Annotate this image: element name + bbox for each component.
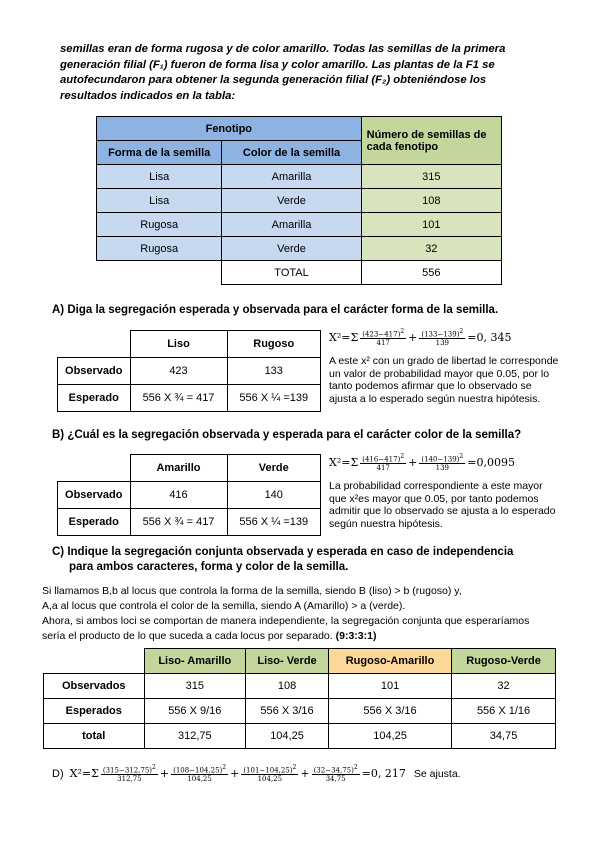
formula-lhs: X²=Σ — [329, 331, 359, 345]
row-observado: Observado — [58, 358, 131, 385]
numerator: (423−417) — [362, 330, 401, 339]
denominator: 312,75 — [117, 775, 142, 784]
explanation-line: sería el producto de lo que suceda a cada locus por separado. — [42, 630, 333, 642]
fraction — [360, 328, 406, 347]
cell-color: Amarilla — [222, 213, 361, 237]
fraction — [241, 764, 298, 783]
numerator: (416−417) — [362, 455, 401, 464]
esp-rugoso: 556 X ¼ =139 — [227, 385, 321, 412]
cell: 32 — [452, 674, 556, 699]
question-c-title-2: para ambos caracteres, forma y color de la semilla. — [69, 561, 349, 573]
formula-result: =0, 345 — [467, 331, 512, 345]
chi-square-formula-d: D) X²=Σ $\frac{(315-312,75)2}{312,75}$ + $\frac{(108-104,25)2}{104,25}$ + $\frac{(101-104,25)2}{104,25}$ + $\frac{(32-34,75)2}{34,75}$ =0, 217 Se ajusta. — [52, 764, 461, 784]
table-row — [97, 165, 502, 189]
color-header: Color de la semilla — [222, 141, 361, 165]
fraction — [360, 453, 406, 472]
cell-forma: Lisa — [97, 165, 222, 189]
cell-color: Verde — [222, 237, 361, 261]
esp-amarillo: 556 X ¾ = 417 — [130, 509, 227, 536]
fraction — [171, 764, 228, 783]
obs-liso: 423 — [130, 358, 227, 385]
intro-paragraph: semillas eran de forma rugosa y de color amarillo. Todas las semillas de la primera generación filial (F₁) fueron de forma lisa y color amarillo. Las plantas de la F1 se autofecundaron para obtener la segunda generación filial (F₂) obteniéndose los resultados indicados en la tabla: — [60, 43, 506, 102]
table-b — [57, 454, 321, 536]
table-row — [44, 674, 556, 699]
table-row — [44, 699, 556, 724]
numerator: (32−34,75) — [313, 766, 354, 775]
numerator: (315−312,75) — [102, 766, 153, 775]
question-a-title: A) Diga la segregación esperada y observada para el carácter forma de la semilla. — [52, 304, 499, 316]
formula-lhs: X²=Σ — [69, 767, 99, 781]
cell-forma: Lisa — [97, 189, 222, 213]
explanation-line: Ahora, si ambos loci se comportan de manera independiente, la segregación conjunta que esperaríamos — [42, 615, 530, 627]
table-row — [97, 213, 502, 237]
table-a — [57, 330, 321, 412]
forma-header: Forma de la semilla — [97, 141, 222, 165]
col-liso: Liso — [130, 331, 227, 358]
denominator: 139 — [435, 339, 449, 348]
row-label: Esperados — [44, 699, 145, 724]
cell-color: Verde — [222, 189, 361, 213]
cell: 34,75 — [452, 724, 556, 749]
question-b-title: B) ¿Cuál es la segregación observada y esperada para el carácter color de la semilla? — [52, 429, 522, 441]
cell: 312,75 — [144, 724, 246, 749]
exponent: 2 — [400, 328, 405, 335]
cell-count: 315 — [361, 165, 501, 189]
exponent: 2 — [353, 764, 358, 771]
numerator: (108−104,25) — [173, 766, 223, 775]
header-liso-verde: Liso- Verde — [246, 649, 329, 674]
denominator: 417 — [376, 339, 390, 348]
cell: 556 X 9/16 — [144, 699, 246, 724]
fenotipo-header: Fenotipo — [97, 117, 362, 141]
exponent: 2 — [222, 764, 227, 771]
explanation-line: A,a al locus que controla el color de la semilla, siendo A (Amarillo) > a (verde). — [42, 600, 406, 612]
cell-color: Amarilla — [222, 165, 361, 189]
chi-square-formula-a: X²=Σ $\frac{(423-417)2}{417}$ + $\frac{(133-139)2}{139}$ =0, 345 — [329, 328, 512, 348]
phenotype-table — [96, 116, 502, 285]
fraction — [419, 453, 465, 472]
obs-amarillo: 416 — [130, 482, 227, 509]
row-label: Observados — [44, 674, 145, 699]
denominator: 34,75 — [325, 775, 346, 784]
fraction — [419, 328, 465, 347]
cell: 556 X 1/16 — [452, 699, 556, 724]
table-row — [97, 237, 502, 261]
conclusion: Se ajusta. — [413, 767, 461, 780]
row-esperado: Esperado — [58, 509, 131, 536]
fraction — [101, 764, 158, 783]
cell-count: 101 — [361, 213, 501, 237]
chi-square-formula-b: X²=Σ $\frac{(416-417)2}{417}$ + $\frac{(140-139)2}{139}$ =0,0095 — [329, 453, 515, 473]
col-verde: Verde — [227, 455, 321, 482]
cell: 108 — [246, 674, 329, 699]
denominator: 104,25 — [257, 775, 283, 784]
cell-forma: Rugosa — [97, 213, 222, 237]
question-c-title-1: C) Indique la segregación conjunta observada y esperada en caso de independencia — [52, 546, 514, 558]
cell-count: 108 — [361, 189, 501, 213]
cell: 315 — [144, 674, 246, 699]
denominator: 139 — [435, 464, 449, 473]
exponent: 2 — [459, 328, 464, 335]
total-row — [97, 261, 502, 285]
total-value: 556 — [361, 261, 501, 285]
table-row — [44, 724, 556, 749]
row-esperado: Esperado — [58, 385, 131, 412]
note-a: A este x² con un grado de libertad le corresponde un valor de probabilidad mayor que 0.05, por lo tanto podemos afirmar que lo observado se ajusta a lo esperado según nuestra hipótesis. — [329, 355, 559, 405]
header-rugoso-verde: Rugoso-Verde — [452, 649, 556, 674]
obs-verde: 140 — [227, 482, 321, 509]
exponent: 2 — [459, 453, 464, 460]
explanation-paragraph — [42, 584, 562, 644]
cell: 556 X 3/16 — [328, 699, 451, 724]
numerator: (140−139) — [421, 455, 460, 464]
formula-result: =0, 217 — [361, 767, 406, 781]
col-amarillo: Amarillo — [130, 455, 227, 482]
table-row — [97, 189, 502, 213]
explanation-line: Si llamamos B,b al locus que controla la forma de la semilla, siendo B (liso) > b (rugoso) y, — [42, 585, 462, 597]
exponent: 2 — [400, 453, 405, 460]
obs-rugoso: 133 — [227, 358, 321, 385]
cell-count: 32 — [361, 237, 501, 261]
numero-header: Número de semillas de cada fenotipo — [361, 117, 501, 165]
header-rugoso-amarillo: Rugoso-Amarillo — [328, 649, 451, 674]
ratio: (9:3:3:1) — [335, 630, 377, 642]
col-rugoso: Rugoso — [227, 331, 321, 358]
row-label: total — [44, 724, 145, 749]
cell: 104,25 — [246, 724, 329, 749]
denominator: 104,25 — [187, 775, 212, 784]
numerator: (101−104,25) — [243, 766, 293, 775]
numerator: (133−139) — [421, 330, 460, 339]
formula-result: =0,0095 — [467, 456, 515, 470]
exponent: 2 — [152, 764, 156, 771]
formula-lhs: X²=Σ — [329, 456, 359, 470]
header-liso-amarillo: Liso- Amarillo — [144, 649, 246, 674]
cell: 556 X 3/16 — [246, 699, 329, 724]
cell-forma: Rugosa — [97, 237, 222, 261]
cell: 101 — [328, 674, 451, 699]
cell: 104,25 — [328, 724, 451, 749]
fraction — [312, 764, 360, 783]
row-observado: Observado — [58, 482, 131, 509]
exponent: 2 — [292, 764, 297, 771]
total-label: TOTAL — [222, 261, 361, 285]
joint-table — [43, 648, 556, 749]
esp-verde: 556 X ¼ =139 — [227, 509, 321, 536]
question-d-label: D) — [52, 767, 64, 780]
esp-liso: 556 X ¾ = 417 — [130, 385, 227, 412]
denominator: 417 — [376, 464, 390, 473]
note-b: La probabilidad correspondiente a este mayor que x²es mayor que 0.05, por tanto podemos admitir que lo observado se ajusta a lo esperado según nuestra hipótesis. — [329, 480, 556, 530]
